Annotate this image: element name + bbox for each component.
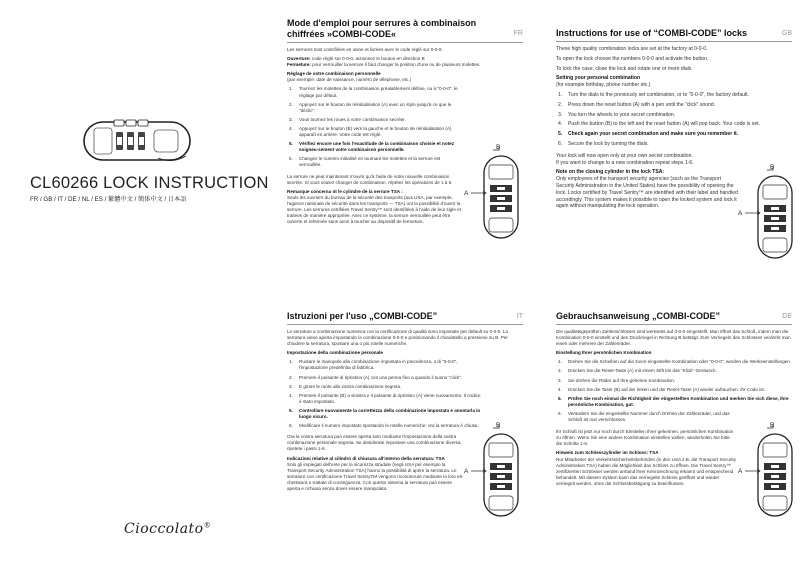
de-step: 6. Verändern Sie die eingestellte Nummer durch Drehen der Zahlenräder, und das Schloß ist nun verschlossen.	[558, 410, 730, 423]
fr-setting-heading: Réglage de votre combinaison personnelle	[287, 71, 381, 77]
de-setting-heading: Einstellung Ihrer persönlichen Kombination	[556, 350, 652, 356]
fr-title-line1: Mode d'emploi pour serrures à combinaison	[287, 18, 477, 28]
fr-step: 5. Vérifiez encore une fois l'exactitude de la combinaison choisie et notez soigneu-sement votre combinaison personnelle.	[289, 141, 455, 153]
it-step: 4. Premere il pulsante (B) a sinistra e il pulsante di ripristino (A) viene nuovamente. Il codice è stato impostato.	[289, 392, 481, 404]
fr-steps	[287, 86, 462, 168]
fr-divider	[287, 42, 523, 43]
it-steps	[287, 359, 482, 429]
it-title: Istruzioni per l'uso „COMBI-CODE”	[287, 311, 438, 321]
fr-label-a: A	[464, 190, 469, 197]
de-divider	[556, 324, 792, 325]
gb-p1: These high quality combination locks are set at the factory at 0-0-0.	[556, 46, 708, 52]
de-steps	[556, 359, 792, 423]
de-title: Gebrauchsanweisung „COMBI-CODE”	[556, 311, 721, 321]
gb-step: 2. Press down the reset button (A) with a pen until the "click" sound.	[558, 101, 716, 108]
gb-step: 6. Secure the lock by turning the dials.	[558, 140, 649, 147]
it-step: 6. Modificare il numero impostato spostando le rotelle numeriche; ora la serratura è chiusa.	[289, 423, 479, 429]
de-step: 3. Sie drehen die Räder auf Ihre geheime Kombination.	[558, 377, 676, 383]
cover-title: CL60266 LOCK INSTRUCTION	[30, 174, 269, 192]
fr-tsa-text: Seuls les ouvriers du bureau de la sécurité des tousports (aux USA, par exemple, l'agence nationale de sécurité dans les transports — TSA) ont la possibilité d'ouvrir la serrure. Les serrures certifiées Travel Sentry™ sont identifiées à l'aide de leur sigle et traitées de manière appropriée. Avec ce système, la serrure verrouillée peut être ouverte et refermée sans avoir à toucher au dispositif de fermeture.	[287, 194, 461, 225]
it-step: 5. Controllare nuovamente la correttezza della combinazione impostata e annotarla in luogo sicuro.	[289, 407, 481, 420]
it-intro: Le serrature a combinazione numerica con la certificazione di qualità sono impostate per default su 0-0-0. La serratura viene aperta impostando la combinazione 0-0-0 e posizionando il chiavistello a pressione su B. Per chiudere la serratura, spostare una o più rotelle numeriche.	[287, 329, 508, 347]
gb-label-b: B	[770, 164, 775, 171]
fr-step: 4. Appuyez sur le bouton (B) vers la gauche et le bouton de réinitialisation (A) apparaît en arrière. Votre code est réglé.	[289, 125, 452, 138]
gb-label-a: A	[738, 210, 743, 217]
gb-tsa-heading: Note on the closing cylinder in the lock TSA:	[556, 169, 665, 176]
it-step: 1. Ruotare le manopole alla combinazione impostata in precedenza, o di "0-0-0", l'impostazione predefinita di fabbrica.	[289, 359, 458, 371]
de-lang-tag: DE	[782, 313, 792, 320]
fr-title-line2: chiffrées »COMBI-CODE«	[287, 29, 397, 39]
it-step: 3. E girare le ruote alla vostra combinazione segreta.	[289, 383, 402, 389]
brand-name: Cioccolato	[124, 521, 204, 537]
fr-step: 1. Tournez les molettes de la combinaison préalablement définie, ou à "0-0-0", le réglage par défaut.	[289, 86, 458, 98]
it-label-b: B	[496, 422, 501, 429]
fr-setting-sub: (par exemple: date de naissance, numéro de téléphone, etc.)	[287, 77, 412, 83]
fr-lang-tag: FR	[513, 30, 523, 37]
gb-title: Instructions for use of “COMBI-CODE” locks	[556, 28, 748, 38]
gb-setting-heading: Setting your personal combination	[556, 75, 641, 82]
gb-after: Your lock will now open only at your own secret combination. If you want to change to a new combination repeat steps 1-6.	[556, 152, 694, 166]
gb-step: 1. Turn the dials to the previously set combination, or to "0-0-0", the factory default.	[558, 91, 749, 98]
cover-languages: FR / GB / IT / DE / NL / ES / 繁體中文 / 簡体中文 / 日本語	[30, 196, 187, 203]
de-step: 1. Drehen Sie die Scheiben auf die zuvor eingestellte Kombination oder "0-0-0", werden die Werkseinstellungen.	[558, 359, 792, 365]
it-label-a: A	[464, 468, 469, 475]
gb-lock-diagram	[736, 160, 798, 260]
brand-logo	[124, 521, 211, 537]
it-step: 2. Premere il pulsante di ripristino (A) con una penna fino a quando il suono "click".	[289, 374, 463, 380]
de-after: Ihr Schloß ist jetzt nur noch durch Einstellen Ihrer geheimen, persönlichen Kombination zu öffnen. Wenn Sie eine andere Kombination einstellen wollen, wiederholen Sie bitte die Schritte 1-6.	[556, 429, 734, 447]
de-lock-diagram	[736, 418, 798, 518]
de-step: 5. Prüfen Sie noch einmal die Richtigkeit der eingestellten Kombination und merken Sie sich diese, Ihre persönliche Kombination, gut.	[558, 395, 789, 407]
de-intro: Die qualitätsgeprüften Zahlenschlösser sind werkseits auf 0-0-0 eingestellt. Man öffnet das Schloß, indem man die Kombination 0-0-0 einstellt und den Druckriegel in Richtung B betätigt. Zum Verriegeln des Schlosses verdreht man einen oder mehrere der Zahlenräder.	[556, 329, 791, 347]
fr-intro: Les serrures sont contrôlées en usine et livrées avec le code réglé sur 0-0-0.	[287, 47, 443, 52]
gb-step: 4. Push the button (B) to the left and the reset button (A) will pop back. Your code is set.	[558, 121, 760, 128]
de-tsa-heading: Hinweis zum Schliesszylinder im Schloss: TSA	[556, 450, 659, 456]
de-label-b: B	[770, 422, 775, 429]
it-lock-diagram	[462, 418, 524, 518]
fr-step: 2. Appuyez sur le bouton de réinitialisation (A) avec un stylo jusqu'à ce que le "déclic".	[289, 101, 452, 113]
gb-step: 3. You turn the wheels to your secret combination.	[558, 111, 676, 118]
fr-open-label: Ouverture:	[287, 56, 311, 62]
de-step: 4. Drücken Sie die Taste (B) auf der linken und der Reset-Taste (A) wieder auftauchen. Ihr Code ist.	[558, 386, 766, 392]
gb-lang-tag: GB	[781, 30, 792, 37]
it-divider	[287, 324, 523, 325]
gb-step: 5. Check again your secret combination and make sure you remember it.	[558, 131, 739, 138]
gb-setting-sub: (for example birthday, phone number etc.)	[556, 82, 651, 89]
fr-lock-diagram	[462, 140, 524, 240]
fr-close-label: Fermeture:	[287, 62, 311, 68]
gb-p2: To open the lock choose the numbers 0-0-0 and activate the button.	[556, 55, 709, 62]
fr-step: 6. Changez le numéro initialisé en tournant les molettes et la serrure est verrouillée.	[289, 156, 441, 168]
gb-steps	[556, 92, 792, 148]
it-tsa-heading: Indicazioni relative al cilindro di chiusura all'interno della serratura: TSA	[287, 455, 445, 461]
fr-title	[287, 18, 523, 40]
it-lang-tag: IT	[516, 313, 523, 320]
fr-after: La serrure ne peut maintenant s'ouvrir qu'à l'aide de votre nouvelle combinaison secrète. Si vous voulez changer de combinaison, répétez les opérations de 1 à 6.	[287, 173, 453, 185]
it-after: Ora la vostra serratura può essere aperta solo mediante l'impostazione della vostra combinazione personale segreta. Se desiderate impostare una combinazione diversa, ripetete i passi 1-6.	[287, 434, 462, 452]
gb-p3: To lock the case, close the lock and rotate one or more dials.	[556, 65, 693, 72]
lock-illustration	[82, 116, 194, 166]
de-tsa-text: Nur Mitarbeiter der Verkehrssicherheitsbehörden (in den USA z.B. die Transport Security Administration TSA) haben die Möglichkeit das Schloss zu öffnen. Die Travel Sentry™ zertifizierten Schlösser werden anhand ihrer Kennzeichnung erkannt und entsprechend behandelt. Mit diesem System kann das verriegelte Schloss geöffnet und wieder verriegelt werden, ohne die Schlossbetätigung zu beeinflussen.	[556, 456, 737, 486]
de-step: 2. Drücken Sie die Reset-Taste (A) mit einem Stift bis das "Klick"-Geräusch.	[558, 368, 717, 374]
fr-label-b: B	[496, 144, 501, 151]
fr-tsa-heading: Remarque concerna nt le cylindre de la serrure TSA :	[287, 188, 403, 194]
cover-panel	[0, 0, 270, 566]
fr-open-text: code réglé sur 0-0-0, actionnez le bouton en direction B	[310, 56, 425, 62]
it-setting-heading: Impostazione della combinazione personale	[287, 350, 383, 356]
fr-close-text: pour verrouiller la serrure il faut changer la position d'une ou de plusieurs molettes.	[311, 62, 481, 68]
de-label-a: A	[738, 468, 743, 475]
fr-step: 3. Vous tournez les roues à votre combinaison secrète.	[289, 116, 406, 122]
gb-divider	[556, 41, 792, 42]
it-tsa-text: Solo gli impiegati dell'ente per la sicurezza stradale (negli USA per esempio la Transport Security Administration TSA) hanno la possibilità di aprire la serratura. Le serrature con certificazione Travel SentryTM vengono riconosciute mediante la loro eti- chettatura e trattate di conseguenza. Con questo sistema la serratura può essere aperta e richiusa senza dover essere manipolata.	[287, 461, 464, 491]
registered-mark: ®	[203, 521, 212, 530]
gb-tsa-text: Only employees of the transport security agencies (such as the Transport Security Administration in the United States) have the possibility of opening the lock. Locks certified by Travel Sentry™ are identified with their label and handled accordingly. This system makes it possible to open the locked system and lock it again without manipulating the lock operation.	[556, 176, 738, 210]
